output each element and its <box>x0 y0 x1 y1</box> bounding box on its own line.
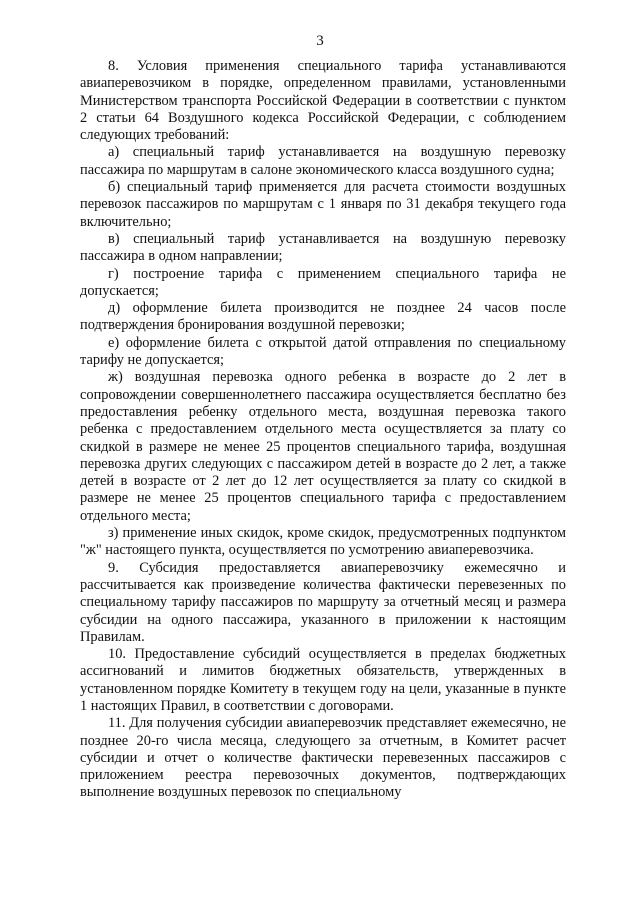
document-body <box>80 58 566 802</box>
paragraph-8a: а) специальный тариф устанавливается на воздушную перевозку пассажира по маршрутам в салоне экономического класса воздушного судна; <box>80 144 566 178</box>
paragraph-10: 10. Предоставление субсидий осуществляется в пределах бюджетных ассигнований и лимитов бюджетных обязательств, утвержденных в установленном порядке Комитету в текущем году на цели, указанные в пункте 1 настоящих Правил, в соответствии с договорами. <box>80 646 566 714</box>
paragraph-11: 11. Для получения субсидии авиаперевозчик представляет ежемесячно, не позднее 20-го числа месяца, следующего за отчетным, в Комитет расчет субсидии и отчет о количестве фактически перевезенных пассажиров с приложением реестра перевозочных документов, подтверждающих выполнение воздушных перевозок по специальному <box>80 715 566 801</box>
paragraph-8g: г) построение тарифа с применением специального тарифа не допускается; <box>80 265 566 299</box>
paragraph-8e: е) оформление билета с открытой датой отправления по специальному тарифу не допускается; <box>80 334 566 369</box>
paragraph-9: 9. Субсидия предоставляется авиаперевозчику ежемесячно и рассчитывается как произведение количества фактически перевезенных по специальному тарифу пассажиров по маршруту за отчетный месяц и размера субсидии на одного пассажира, указанного в приложении к настоящим Правилам. <box>80 559 566 645</box>
paragraph-8: 8. Условия применения специального тарифа устанавливаются авиаперевозчиком в порядке, определенном правилами, установленными Министерством транспорта Российской Федерации в соответствии с пунктом 2 статьи 64 Воздушного кодекса Российской Федерации, с соблюдением следующих требований: <box>80 58 566 144</box>
paragraph-8v: в) специальный тариф устанавливается на воздушную перевозку пассажира в одном направлении; <box>80 230 566 265</box>
paragraph-8d: д) оформление билета производится не позднее 24 часов после подтверждения бронирования воздушной перевозки; <box>80 300 566 334</box>
paragraph-8z: з) применение иных скидок, кроме скидок, предусмотренных подпунктом "ж" настоящего пункта, осуществляется по усмотрению авиаперевозчика. <box>80 525 566 559</box>
paragraph-8b: б) специальный тариф применяется для расчета стоимости воздушных перевозок пассажиров по маршрутам с 1 января по 31 декабря текущего года включительно; <box>80 179 566 230</box>
paragraph-8zh: ж) воздушная перевозка одного ребенка в возрасте до 2 лет в сопровождении совершеннолетнего пассажира осуществляется бесплатно без предоставления ребенку отдельного места, воздушная перевозка такого ребенка с предоставлением отдельного места осуществляется за плату со скидкой в размере не менее 25 процентов специального тарифа, воздушная перевозка других следующих с пассажиром детей в возрасте до 2 лет, а также детей в возрасте от 2 лет до 12 лет осуществляется за плату со скидкой в размере не менее 25 процентов специального тарифа с предоставлением отдельного места; <box>80 369 566 524</box>
page-number: 3 <box>316 33 324 49</box>
